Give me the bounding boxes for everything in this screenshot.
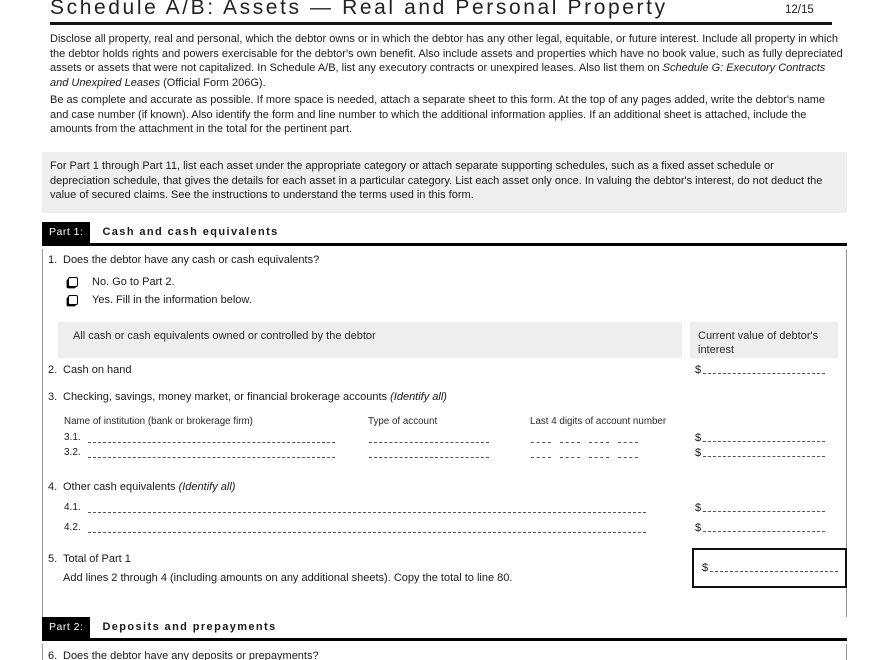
part2-title: Deposits and prepayments	[102, 621, 277, 633]
question-1	[48, 254, 319, 266]
line-5-instruction: Add lines 2 through 4 (including amounts on any additional sheets). Copy the total to line 80.	[63, 572, 513, 584]
form-version: 12/15	[785, 4, 814, 16]
notice-box: For Part 1 through Part 11, list each asset under the appropriate category or attach separate supporting schedules, such as a fixed asset schedule or depreciation schedule, that gives the details for each asset in a particular category. List each asset only once. In valuing the debtor's interest, do not deduct the value of secured claims. See the instructions to understand the terms used in this form.	[42, 152, 847, 213]
line-2-amount-field[interactable]	[695, 364, 825, 376]
line-3-label	[48, 391, 447, 403]
column-header-last4: Last 4 digits of account number	[530, 416, 667, 427]
row-4-1-amount-field[interactable]	[695, 502, 825, 514]
line-5-number: 5.	[48, 553, 58, 565]
checkbox-yes[interactable]	[68, 295, 78, 305]
intro-p1-italic-reference: Schedule G: Executory Contracts and Unexpired Leases	[50, 62, 826, 89]
account-row-3-2	[64, 446, 647, 458]
line-5-label	[48, 553, 131, 565]
checkbox-no-label: No. Go to Part 2.	[92, 276, 175, 288]
other-cash-row-4-1	[64, 501, 646, 513]
option-no-row	[68, 276, 175, 288]
intro-paragraph-2: Be as complete and accurate as possible. If more space is needed, attach a separate sheet to this form. At the top of any pages added, write the debtor's name and case number (if known). Also identify the form and line number to which the additional information applies. If an additional sheet is attached, include the amounts from the attachment in the total for the pertinent part.	[50, 94, 826, 136]
part1-total-amount-input[interactable]	[710, 562, 838, 572]
row-3-2-amount-input[interactable]	[703, 447, 825, 457]
row-3-1-last4-input[interactable]	[531, 433, 647, 443]
column-header-account-type: Type of account	[368, 416, 438, 427]
part2-badge: Part 2:	[42, 617, 90, 638]
table-header-row	[58, 322, 838, 358]
checkbox-no[interactable]	[68, 277, 78, 287]
question-6	[48, 650, 319, 660]
row-3-1-number: 3.1.	[64, 432, 81, 443]
column-header-institution: Name of institution (bank or brokerage firm)	[64, 416, 253, 427]
part1-badge: Part 1:	[42, 222, 90, 243]
row-3-1-amount-field[interactable]	[695, 432, 825, 444]
row-3-1-amount-input[interactable]	[703, 432, 825, 442]
line-3-number: 3.	[48, 391, 58, 403]
accounts-column-headers	[64, 416, 690, 427]
row-3-1-institution-input[interactable]	[88, 431, 335, 443]
row-4-1-amount-input[interactable]	[703, 502, 825, 512]
checkbox-yes-label: Yes. Fill in the information below.	[92, 294, 252, 306]
row-3-2-institution-input[interactable]	[88, 446, 335, 458]
part1-total-box	[692, 548, 847, 588]
question-1-text: Does the debtor have any cash or cash equivalents?	[63, 254, 320, 266]
intro-p1-text: Disclose all property, real and personal, which the debtor owns or in which the debtor has any other legal, equitable, or future interest. Include all property in which the debtor holds rights and powers exercisable for the debtor's own benefit. Also include assets and properties which have no book value, such as fully depreciated assets or assets that were not capitalized. In Schedule A/B, list any executory contracts or unexpired leases. Also list them on	[50, 33, 843, 75]
dollar-sign: $	[702, 562, 709, 574]
part2-body	[42, 644, 847, 660]
part1-title: Cash and cash equivalents	[102, 226, 279, 238]
table-header-current-value: Current value of debtor's interest	[690, 322, 838, 358]
intro-paragraph-1	[50, 32, 844, 90]
line-2-text: Cash on hand	[63, 364, 132, 376]
line-5-text: Total of Part 1	[63, 553, 131, 565]
question-1-number: 1.	[48, 254, 58, 266]
row-3-2-last4-input[interactable]	[531, 448, 647, 458]
dollar-sign: $	[695, 432, 702, 444]
dollar-sign: $	[695, 447, 702, 459]
row-3-2-amount-field[interactable]	[695, 447, 825, 459]
row-4-2-description-input[interactable]	[88, 521, 646, 533]
row-4-2-amount-input[interactable]	[703, 522, 825, 532]
row-3-1-account-type-input[interactable]	[369, 431, 489, 443]
intro-p1-suffix: (Official Form 206G).	[160, 76, 266, 89]
row-4-1-description-input[interactable]	[88, 501, 646, 513]
question-6-number: 6.	[48, 650, 58, 660]
line-2-number: 2.	[48, 364, 58, 376]
row-3-2-account-type-input[interactable]	[369, 446, 489, 458]
dollar-sign: $	[695, 522, 702, 534]
line-2-label	[48, 364, 132, 376]
line-4-text: Other cash equivalents	[63, 481, 179, 493]
table-header-gap	[682, 322, 690, 358]
row-4-2-number: 4.2.	[64, 522, 81, 533]
part1-total-amount-field[interactable]	[702, 562, 838, 574]
line-3-text: Checking, savings, money market, or financial brokerage accounts	[63, 391, 391, 403]
line-4-number: 4.	[48, 481, 58, 493]
row-4-2-amount-field[interactable]	[695, 522, 825, 534]
option-yes-row	[68, 294, 252, 306]
dollar-sign: $	[695, 364, 702, 376]
line-2-amount-input[interactable]	[703, 364, 825, 374]
row-3-2-number: 3.2.	[64, 447, 81, 458]
part2-header	[42, 617, 847, 641]
form-title: Schedule A/B: Assets — Real and Personal Property	[50, 0, 668, 19]
dollar-sign: $	[695, 502, 702, 514]
account-row-3-1	[64, 431, 647, 443]
table-header-assets: All cash or cash equivalents owned or controlled by the debtor	[58, 322, 682, 358]
other-cash-row-4-2	[64, 521, 646, 533]
line-4-label	[48, 481, 235, 493]
part1-body	[42, 249, 847, 617]
question-6-text: Does the debtor have any deposits or prepayments?	[63, 650, 319, 660]
part1-header	[42, 222, 847, 246]
title-rule	[50, 22, 832, 25]
row-4-1-number: 4.1.	[64, 502, 81, 513]
line-4-identify-all: (Identify all)	[178, 481, 236, 493]
line-3-identify-all: (Identify all)	[390, 391, 447, 403]
